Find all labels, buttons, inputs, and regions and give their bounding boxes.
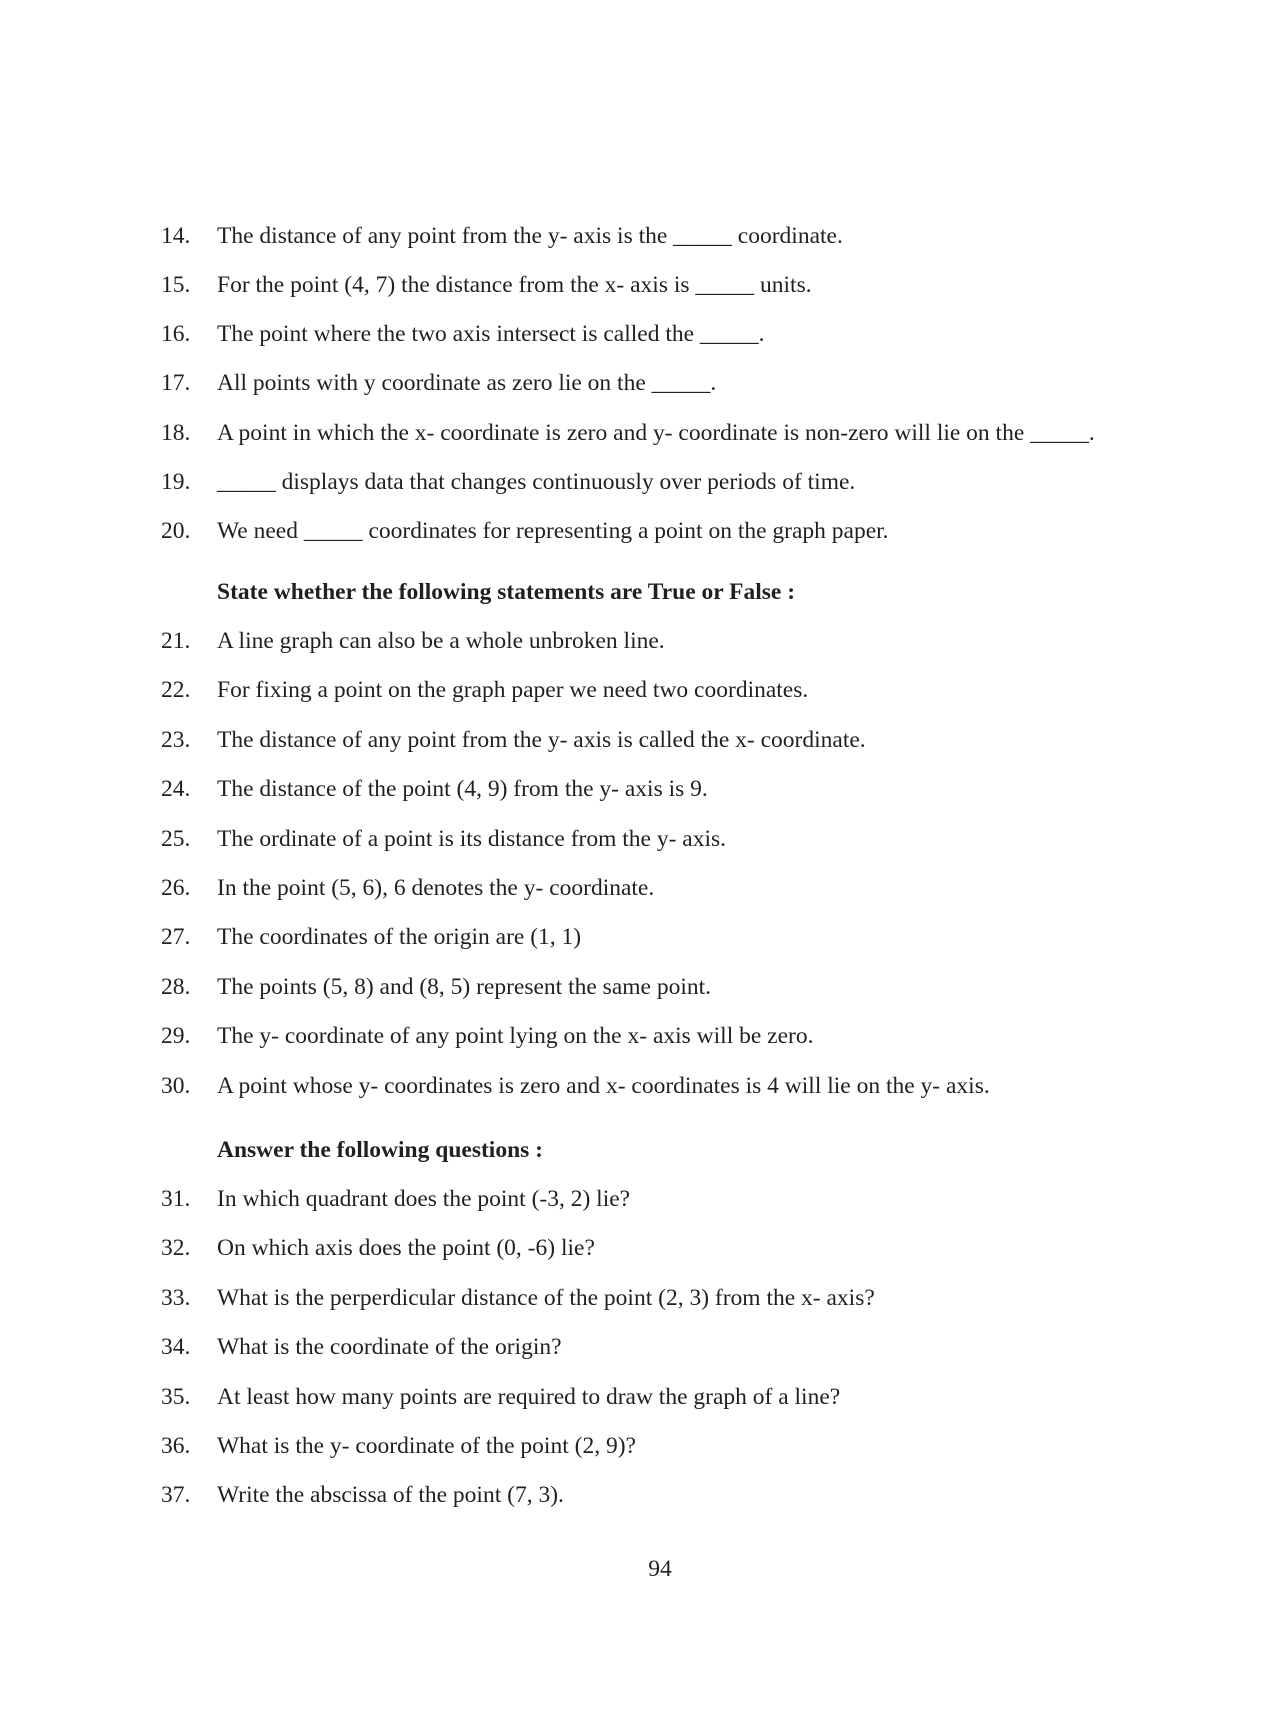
question-text: At least how many points are required to draw the graph of a line? bbox=[217, 1384, 841, 1410]
question-number: 19. bbox=[161, 469, 191, 495]
question-number: 22. bbox=[161, 677, 191, 703]
question-number: 30. bbox=[161, 1073, 191, 1099]
question-text: The y- coordinate of any point lying on the x- axis will be zero. bbox=[217, 1023, 814, 1049]
question-text: Write the abscissa of the point (7, 3). bbox=[217, 1482, 564, 1508]
question-text: A point whose y- coordinates is zero and x- coordinates is 4 will lie on the y- axis. bbox=[217, 1073, 990, 1099]
question-text: What is the y- coordinate of the point (2, 9)? bbox=[217, 1433, 636, 1459]
question-number: 37. bbox=[161, 1482, 191, 1508]
question-text: In the point (5, 6), 6 denotes the y- coordinate. bbox=[217, 875, 655, 901]
question-text: For fixing a point on the graph paper we need two coordinates. bbox=[217, 677, 809, 703]
question-number: 34. bbox=[161, 1334, 191, 1360]
question-text: The distance of any point from the y- axis is the _____ coordinate. bbox=[217, 223, 843, 249]
question-text: For the point (4, 7) the distance from the x- axis is _____ units. bbox=[217, 272, 812, 298]
question-number: 25. bbox=[161, 826, 191, 852]
question-text: What is the perperdicular distance of the point (2, 3) from the x- axis? bbox=[217, 1285, 875, 1311]
question-number: 15. bbox=[161, 272, 191, 298]
question-text: The points (5, 8) and (8, 5) represent the same point. bbox=[217, 974, 712, 1000]
question-number: 35. bbox=[161, 1384, 191, 1410]
question-number: 32. bbox=[161, 1235, 191, 1261]
question-number: 20. bbox=[161, 518, 191, 544]
question-number: 24. bbox=[161, 776, 191, 802]
question-number: 36. bbox=[161, 1433, 191, 1459]
question-number: 23. bbox=[161, 727, 191, 753]
page-number: 94 bbox=[648, 1556, 672, 1582]
question-number: 18. bbox=[161, 420, 191, 446]
question-number: 29. bbox=[161, 1023, 191, 1049]
question-number: 28. bbox=[161, 974, 191, 1000]
section-heading-answer-questions: Answer the following questions : bbox=[217, 1137, 543, 1163]
question-text: All points with y coordinate as zero lie on the _____. bbox=[217, 370, 717, 396]
question-text: The coordinates of the origin are (1, 1) bbox=[217, 924, 582, 950]
question-text: The point where the two axis intersect is called the _____. bbox=[217, 321, 765, 347]
question-text: We need _____ coordinates for representing a point on the graph paper. bbox=[217, 518, 889, 544]
question-text: What is the coordinate of the origin? bbox=[217, 1334, 562, 1360]
question-text: On which axis does the point (0, -6) lie? bbox=[217, 1235, 595, 1261]
question-number: 26. bbox=[161, 875, 191, 901]
question-text: The distance of the point (4, 9) from the y- axis is 9. bbox=[217, 776, 708, 802]
question-text: A point in which the x- coordinate is zero and y- coordinate is non-zero will lie on the _____. bbox=[217, 420, 1095, 446]
question-number: 21. bbox=[161, 628, 191, 654]
question-text: _____ displays data that changes continuously over periods of time. bbox=[217, 469, 856, 495]
question-text: The ordinate of a point is its distance from the y- axis. bbox=[217, 826, 727, 852]
question-number: 27. bbox=[161, 924, 191, 950]
question-number: 16. bbox=[161, 321, 191, 347]
question-number: 33. bbox=[161, 1285, 191, 1311]
question-number: 14. bbox=[161, 223, 191, 249]
question-text: A line graph can also be a whole unbroken line. bbox=[217, 628, 665, 654]
question-number: 17. bbox=[161, 370, 191, 396]
question-number: 31. bbox=[161, 1186, 191, 1212]
section-heading-true-false: State whether the following statements are True or False : bbox=[217, 579, 796, 605]
question-text: In which quadrant does the point (-3, 2) lie? bbox=[217, 1186, 631, 1212]
question-text: The distance of any point from the y- axis is called the x- coordinate. bbox=[217, 727, 866, 753]
